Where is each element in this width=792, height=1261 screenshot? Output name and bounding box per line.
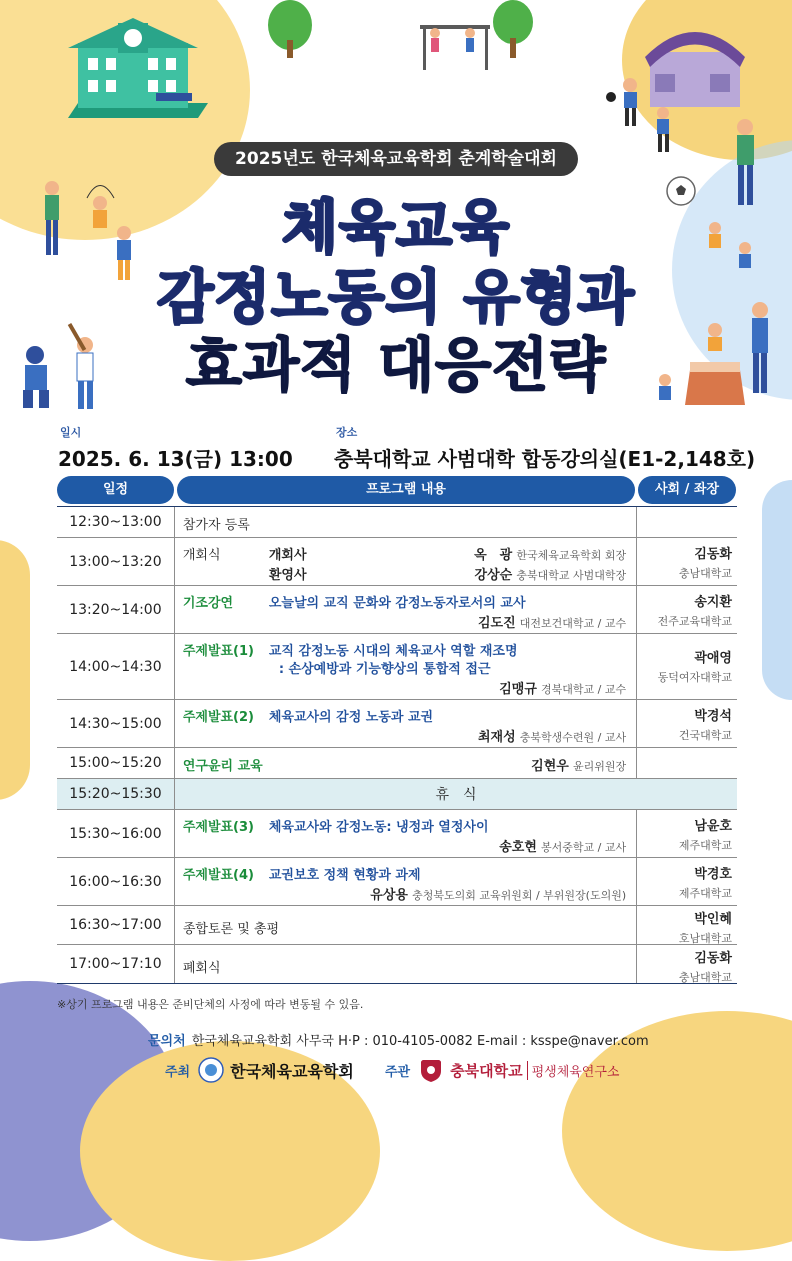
row-time: 16:30~17:00 bbox=[57, 906, 175, 944]
contact-text: 한국체육교육학회 사무국 H·P : 010-4105-0082 E-mail : ksspe@naver.com bbox=[191, 1034, 649, 1049]
header-schedule: 일정 bbox=[57, 476, 174, 504]
host-org bbox=[165, 1057, 354, 1083]
row-time: 13:00~13:20 bbox=[57, 538, 175, 585]
table-row bbox=[57, 748, 737, 779]
tree-illustration bbox=[260, 0, 320, 60]
row-category: 주제발표(3) bbox=[182, 820, 254, 835]
table-row bbox=[57, 586, 737, 634]
ksspe-logo-icon bbox=[198, 1057, 224, 1083]
chair-name: 박인혜 bbox=[694, 912, 732, 927]
row-text: 종합토론 및 총평 bbox=[182, 922, 279, 937]
chair-affiliation: 건국대학교 bbox=[678, 729, 732, 742]
organizer-name: 충북대학교 bbox=[450, 1061, 523, 1080]
table-row bbox=[57, 538, 737, 586]
table-row bbox=[57, 906, 737, 945]
row-text: 폐회식 bbox=[182, 961, 221, 976]
chair-name: 송지환 bbox=[694, 595, 732, 610]
row-time: 13:20~14:00 bbox=[57, 586, 175, 633]
speaker-affiliation: 경북대학교 / 교수 bbox=[541, 683, 627, 696]
chair-affiliation: 전주교육대학교 bbox=[657, 615, 732, 628]
table-row-break bbox=[57, 779, 737, 810]
program-table bbox=[57, 506, 737, 984]
session-subtitle: : 손상예방과 기능향상의 통합적 접근 bbox=[278, 662, 491, 677]
chair-name: 김동화 bbox=[694, 951, 732, 966]
place-label: 장소 bbox=[336, 426, 358, 439]
row-time: 14:30~15:00 bbox=[57, 700, 175, 747]
table-row bbox=[57, 945, 737, 984]
chair-name: 남윤호 bbox=[694, 819, 732, 834]
event-subtitle: 2025년도 한국체육교육학회 춘계학술대회 bbox=[214, 142, 578, 176]
speaker-name: 옥 광 bbox=[474, 548, 513, 563]
disclaimer-note: ※상기 프로그램 내용은 준비단체의 사정에 따라 변동될 수 있음. bbox=[57, 998, 364, 1011]
table-row bbox=[57, 810, 737, 858]
speaker-affiliation: 충청북도의회 교육위원회 / 부위원장(도의원) bbox=[412, 889, 627, 902]
speaker-name: 강상순 bbox=[474, 568, 513, 583]
row-time: 15:30~16:00 bbox=[57, 810, 175, 857]
pullup-bar-illustration bbox=[415, 15, 495, 75]
speaker-affiliation: 봉서중학교 / 교사 bbox=[541, 841, 627, 854]
speaker-name: 송호현 bbox=[499, 840, 537, 855]
main-title-line2: 감정노동의 유형과 bbox=[157, 263, 635, 331]
tree-illustration bbox=[488, 0, 538, 60]
row-category: 주제발표(1) bbox=[182, 644, 254, 659]
speaker-affiliation: 충북대학교 사범대학장 bbox=[516, 569, 627, 582]
contact-info bbox=[148, 1030, 649, 1049]
role-label: 개회사 bbox=[268, 548, 307, 563]
header-chair: 사회 / 좌장 bbox=[638, 476, 736, 504]
place-value: 충북대학교 사범대학 합동강의실(E1-2,148호) bbox=[334, 447, 756, 471]
bg-blob bbox=[0, 540, 30, 800]
session-title: 교직 감정노동 시대의 체육교사 역할 재조명 bbox=[268, 644, 518, 659]
speaker-name: 최재성 bbox=[477, 730, 516, 745]
table-row bbox=[57, 858, 737, 906]
session-title: 오늘날의 교직 문화와 감정노동자로서의 교사 bbox=[268, 596, 526, 611]
host-label: 주최 bbox=[165, 1064, 191, 1080]
table-row bbox=[57, 700, 737, 748]
table-row bbox=[57, 507, 737, 538]
main-title-line3: 효과적 대응전략 bbox=[185, 331, 607, 399]
speaker-affiliation: 한국체육교육학회 회장 bbox=[516, 549, 627, 562]
speaker-name: 김맹규 bbox=[499, 682, 537, 697]
host-name: 한국체육교육학회 bbox=[230, 1061, 354, 1081]
chair-affiliation: 호남대학교 bbox=[678, 932, 732, 945]
date-value: 2025. 6. 13(금) 13:00 bbox=[58, 447, 293, 471]
row-category: 기조강연 bbox=[182, 596, 234, 611]
chair-name: 김동화 bbox=[694, 547, 732, 562]
chair-affiliation: 제주대학교 bbox=[678, 887, 732, 900]
organizer-org bbox=[385, 1057, 619, 1083]
row-time: 17:00~17:10 bbox=[57, 945, 175, 983]
row-category: 연구윤리 교육 bbox=[182, 759, 263, 774]
table-row bbox=[57, 634, 737, 700]
row-category: 주제발표(2) bbox=[182, 710, 254, 725]
role-label: 환영사 bbox=[268, 568, 307, 583]
organizer-sub: 평생체육연구소 bbox=[527, 1061, 620, 1080]
row-time: 15:20~15:30 bbox=[57, 779, 175, 809]
header-program: 프로그램 내용 bbox=[177, 476, 635, 504]
session-title: 교권보호 정책 현황과 과제 bbox=[268, 868, 421, 883]
row-time: 15:00~15:20 bbox=[57, 748, 175, 778]
session-title: 체육교사의 감정 노동과 교권 bbox=[268, 710, 434, 725]
speaker-name: 김현우 bbox=[531, 759, 569, 774]
bg-blob bbox=[762, 480, 792, 700]
speaker-affiliation: 충북학생수련원 / 교사 bbox=[519, 731, 627, 744]
row-category: 개회식 bbox=[182, 548, 221, 563]
row-time: 16:00~16:30 bbox=[57, 858, 175, 905]
school-building-illustration bbox=[48, 8, 218, 128]
chair-affiliation: 동덕여자대학교 bbox=[657, 671, 732, 684]
session-title: 체육교사와 감정노동: 냉정과 열정사이 bbox=[268, 820, 489, 835]
main-title-line1: 체육교육 bbox=[281, 193, 511, 261]
chair-affiliation: 제주대학교 bbox=[678, 839, 732, 852]
date-label: 일시 bbox=[60, 426, 82, 439]
row-text: 참가자 등록 bbox=[182, 518, 250, 533]
row-time: 14:00~14:30 bbox=[57, 634, 175, 699]
chair-name: 곽애영 bbox=[694, 651, 732, 666]
chair-name: 박경호 bbox=[694, 867, 732, 882]
break-label: 휴 식 bbox=[435, 787, 477, 803]
organizer-label: 주관 bbox=[385, 1064, 411, 1080]
soccer-player-illustration bbox=[645, 105, 685, 165]
speaker-affiliation: 대전보건대학교 / 교수 bbox=[519, 617, 627, 630]
chair-affiliation: 충남대학교 bbox=[678, 971, 732, 984]
row-time: 12:30~13:00 bbox=[57, 507, 175, 537]
speaker-name: 유상용 bbox=[370, 888, 408, 903]
speaker-affiliation: 윤리위원장 bbox=[573, 760, 627, 773]
cbnu-logo-icon bbox=[418, 1057, 444, 1083]
chair-affiliation: 충남대학교 bbox=[678, 567, 732, 580]
contact-label: 문의처 bbox=[148, 1034, 186, 1049]
chair-name: 박경석 bbox=[694, 709, 732, 724]
speaker-name: 김도진 bbox=[477, 616, 516, 631]
row-category: 주제발표(4) bbox=[182, 868, 254, 883]
